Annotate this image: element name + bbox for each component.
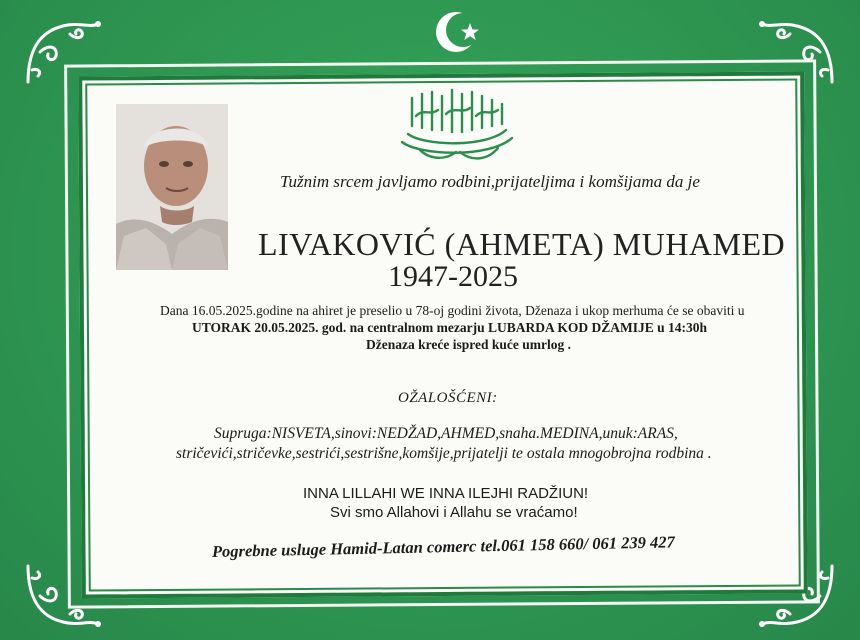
crescent-star-icon	[432, 4, 488, 60]
family-line: Supruga:NISVETA,sinovi:NEDŽAD,AHMED,snaha.MEDINA,unuk:ARAS,	[214, 425, 678, 442]
mourners-heading: OŽALOŠĆENI:	[398, 390, 498, 406]
calligraphy-emblem	[390, 86, 524, 168]
funeral-date-line: UTORAK 20.05.2025. god. na centralnom mezarju LUBARDA KOD DŽAMIJE u 14:30h	[192, 320, 708, 335]
details-line: Dana 16.05.2025.godine na ahiret je preselio u 78-oj godini života, Dženaza i ukop merhuma će se obaviti u	[160, 303, 745, 318]
life-years: 1947-2025	[388, 260, 518, 293]
deceased-name: LIVAKOVIĆ (AHMETA) MUHAMED	[258, 226, 786, 262]
funeral-service-contact: Pogrebne usluge Hamid-Latan comerc tel.061 158 660/ 061 239 427	[211, 532, 675, 561]
portrait-photo	[116, 104, 228, 270]
verse-translation: Svi smo Allahovi i Allahu se vraćamo!	[330, 504, 578, 521]
family-line: stričevići,stričevke,sestrići,sestrišne,komšije,prijatelji te ostala mnogobrojna rodbina .	[176, 445, 712, 462]
verse-line: INNA LILLAHI WE INNA ILEJHI RADŽIUN!	[303, 485, 589, 502]
announcement-text: Tužnim srcem javljamo rodbini,prijateljima i komšijama da je	[280, 172, 700, 191]
procession-line: Dženaza kreće ispred kuće umrlog .	[366, 337, 571, 352]
